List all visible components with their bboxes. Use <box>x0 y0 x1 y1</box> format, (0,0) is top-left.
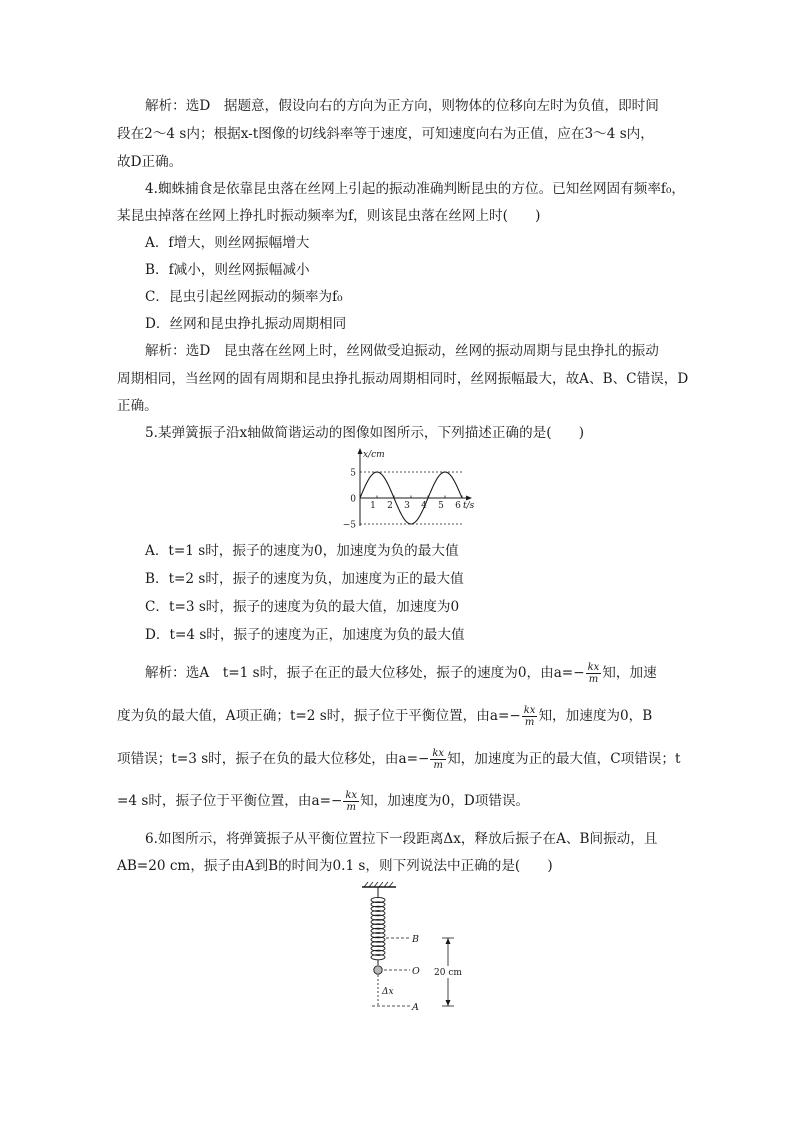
analysis-q5-line3-a: 项错误；t=3 s时，振子在负的最大位移处，由a=− <box>117 751 430 767</box>
question-5-option-d: D．t=4 s时，振子的速度为正，加速度为负的最大值 <box>145 627 465 643</box>
analysis-q4-line2: 周期相同，当丝网的固有周期和昆虫挣扎振动周期相同时，丝网振幅最大，故A、B、C错误，D <box>117 371 689 387</box>
label-o: O <box>412 966 420 977</box>
formula-fraction <box>430 748 446 771</box>
analysis-q4-line1: 解析：选D 昆虫落在丝网上时，丝网做受迫振动，丝网的振动周期与昆虫挣扎的振动 <box>145 343 659 359</box>
question-4-option-d: D．丝网和昆虫挣扎振动周期相同 <box>145 316 347 332</box>
fraction-numerator: kx <box>587 662 600 673</box>
analysis-q3-line2: 段在2～4 s内；根据x-t图像的切线斜率等于速度，可知速度向右为正值，应在3～4 s内， <box>117 126 654 142</box>
analysis-q3-line3: 故D正确。 <box>117 154 183 170</box>
question-4-option-b: B．f减小，则丝网振幅减小 <box>145 262 310 278</box>
fraction-denominator: m <box>433 760 443 771</box>
oscillator-ball <box>374 966 382 974</box>
x-axis-label: t/s <box>463 501 475 511</box>
dimension-label: 20 cm <box>434 968 462 978</box>
fraction-denominator: m <box>524 717 535 728</box>
question-5-option-a: A．t=1 s时，振子的速度为0，加速度为负的最大值 <box>145 543 459 559</box>
x-tick-label: 4 <box>421 501 427 511</box>
analysis-q5-line2-a: 度为负的最大值，A项正确；t=2 s时，振子位于平衡位置，由a=− <box>117 708 521 724</box>
formula-fraction <box>522 705 538 728</box>
fraction-numerator: kx <box>345 790 358 801</box>
y-axis-label: x/cm <box>363 450 385 460</box>
x-tick-label: 1 <box>370 501 376 511</box>
dimension-arrow-down <box>446 1000 451 1006</box>
x-tick-label: 6 <box>455 501 461 511</box>
fraction-denominator: m <box>588 674 599 685</box>
analysis-q5-line3-b: 知，加速度为正的最大值，C项错误；t <box>447 751 681 767</box>
analysis-q5-line3 <box>117 748 687 771</box>
shm-graph <box>338 446 484 530</box>
label-b: B <box>412 934 419 945</box>
label-delta-x: Δx <box>382 987 394 997</box>
analysis-q5-line4-b: 知，加速度为0，D项错误。 <box>360 793 530 809</box>
question-4-option-c: C．昆虫引起丝网振动的频率为f₀ <box>145 289 343 305</box>
y-axis-arrow <box>358 448 363 454</box>
question-4-option-a: A．f增大，则丝网振幅增大 <box>145 235 310 251</box>
analysis-q5-line2-b: 知，加速度为0，B <box>538 708 653 724</box>
y-tick-label: 5 <box>350 468 356 479</box>
ceiling-hatch <box>364 882 393 887</box>
y-tick-label: 0 <box>350 494 356 505</box>
fraction-numerator: kx <box>432 748 445 759</box>
spring-coil <box>371 897 385 959</box>
fraction-numerator: kx <box>523 705 536 716</box>
question-5-option-c: C．t=3 s时，振子的速度为负的最大值，加速度为0 <box>145 599 460 615</box>
analysis-q5-line1-a: 解析：选A t=1 s时，振子在正的最大位移处，振子的速度为0，由a=− <box>145 665 585 681</box>
spring-figure-svg <box>356 880 476 1016</box>
question-6-stem-line1: 6.如图所示，将弹簧振子从平衡位置拉下一段距离Δx，释放后振子在A、B间振动，且 <box>145 831 658 847</box>
x-tick-label: 3 <box>404 501 410 511</box>
x-tick-label: 2 <box>387 501 393 511</box>
shm-graph-svg <box>338 446 484 530</box>
spring-oscillator-figure <box>356 880 476 1016</box>
question-4-stem-line2: 某昆虫掉落在丝网上挣扎时振动频率为f，则该昆虫落在丝网上时( ) <box>117 208 541 224</box>
analysis-q5-line4 <box>117 790 687 813</box>
question-4-stem-line1: 4.蜘蛛捕食是依靠昆虫落在丝网上引起的振动准确判断昆虫的方位。已知丝网固有频率f₀， <box>145 181 686 197</box>
x-axis-arrow <box>466 496 472 501</box>
formula-fraction <box>343 790 359 813</box>
formula-fraction <box>586 662 602 685</box>
question-6-stem-line2: AB=20 cm，振子由A到B的时间为0.1 s，则下列说法中正确的是( ) <box>117 858 553 874</box>
question-5-stem: 5.某弹簧振子沿x轴做简谐运动的图像如图所示，下列描述正确的是( ) <box>145 425 585 441</box>
analysis-q3-line1: 解析：选D 据题意，假设向右的方向为正方向，则物体的位移向左时为负值，即时间 <box>145 98 659 114</box>
analysis-q5-line1 <box>145 662 715 685</box>
label-a: A <box>412 1002 419 1013</box>
fraction-denominator: m <box>346 802 356 813</box>
analysis-q5-line4-a: =4 s时，振子位于平衡位置，由a=− <box>117 793 343 809</box>
question-5-option-b: B．t=2 s时，振子的速度为负，加速度为正的最大值 <box>145 571 464 587</box>
y-tick-label: −5 <box>342 520 356 530</box>
analysis-q4-line3: 正确。 <box>117 398 158 414</box>
analysis-q5-line2 <box>117 705 687 728</box>
analysis-q5-line1-b: 知，加速 <box>602 665 657 681</box>
x-tick-label: 5 <box>438 501 444 511</box>
dimension-arrow-up <box>446 938 451 944</box>
